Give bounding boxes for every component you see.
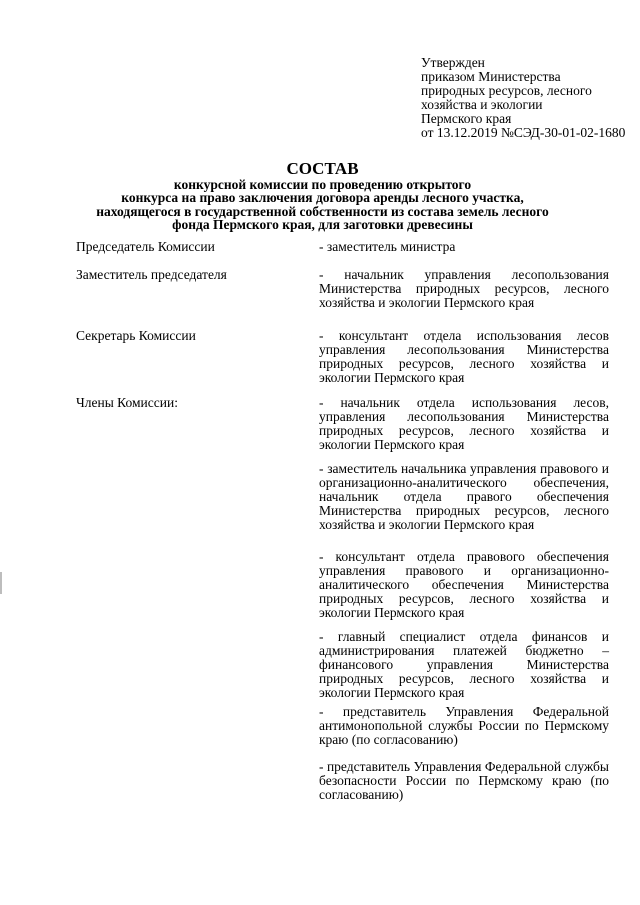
member-description: - начальник управления лесопользования Министерства природных ресурсов, лесного хозяйства и экологии Пермского края	[319, 267, 609, 310]
subtitle-line: находящегося в государственной собственности из состава земель лесного	[96, 203, 549, 219]
subtitle-line: конкурсной комиссии по проведению открытого	[173, 177, 472, 192]
approval-line: Утвержден	[421, 55, 485, 70]
approval-line: природных ресурсов, лесного	[421, 83, 592, 98]
subtitle-line: фонда Пермского края, для заготовки древесины	[172, 216, 473, 232]
member-description: - консультант отдела правового обеспечения управления правового и организационно-аналитического обеспечения Министерства природных ресурсов, лесного хозяйства и экологии Пермского края	[319, 549, 609, 620]
approval-line: приказом Министерства	[421, 69, 561, 84]
approval-block	[421, 56, 633, 140]
member-role: Члены Комиссии:	[76, 395, 178, 410]
member-role: Заместитель председателя	[76, 267, 227, 282]
approval-line: от 13.12.2019 №СЭД-30-01-02-1680	[421, 125, 626, 140]
member-description: - начальник отдела использования лесов, управления лесопользования Министерства природных ресурсов, лесного хозяйства и экологии Пермского края	[319, 395, 609, 452]
member-description: - главный специалист отдела финансов и администрирования платежей бюджетно – финансового управления Министерства природных ресурсов, лесного хозяйства и экологии Пермского края	[319, 629, 609, 700]
member-description: - заместитель начальника управления правового и организационно-аналитического обеспечения, начальник отдела правого обеспечения Министерства природных ресурсов, лесного хозяйства и экологии Пермского края	[319, 461, 609, 532]
document-subtitle	[60, 178, 585, 231]
member-role: Председатель Комиссии	[76, 239, 215, 254]
member-description: - консультант отдела использования лесов управления лесопользования Министерства природных ресурсов, лесного хозяйства и экологии Пермского края	[319, 328, 609, 385]
subtitle-line: конкурса на право заключения договора аренды лесного участка,	[121, 190, 524, 206]
member-role: Секретарь Комиссии	[76, 328, 196, 343]
member-description: - представитель Управления Федеральной антимонопольной службы России по Пермскому краю (по согласованию)	[319, 704, 609, 747]
approval-line: хозяйства и экологии	[421, 97, 543, 112]
approval-line: Пермского края	[421, 111, 512, 126]
scan-margin-mark	[0, 572, 2, 594]
document-title: СОСТАВ	[286, 159, 359, 178]
member-description: - представитель Управления Федеральной службы безопасности России по Пермскому краю (по согласованию)	[319, 759, 609, 802]
member-description: - заместитель министра	[319, 239, 456, 254]
